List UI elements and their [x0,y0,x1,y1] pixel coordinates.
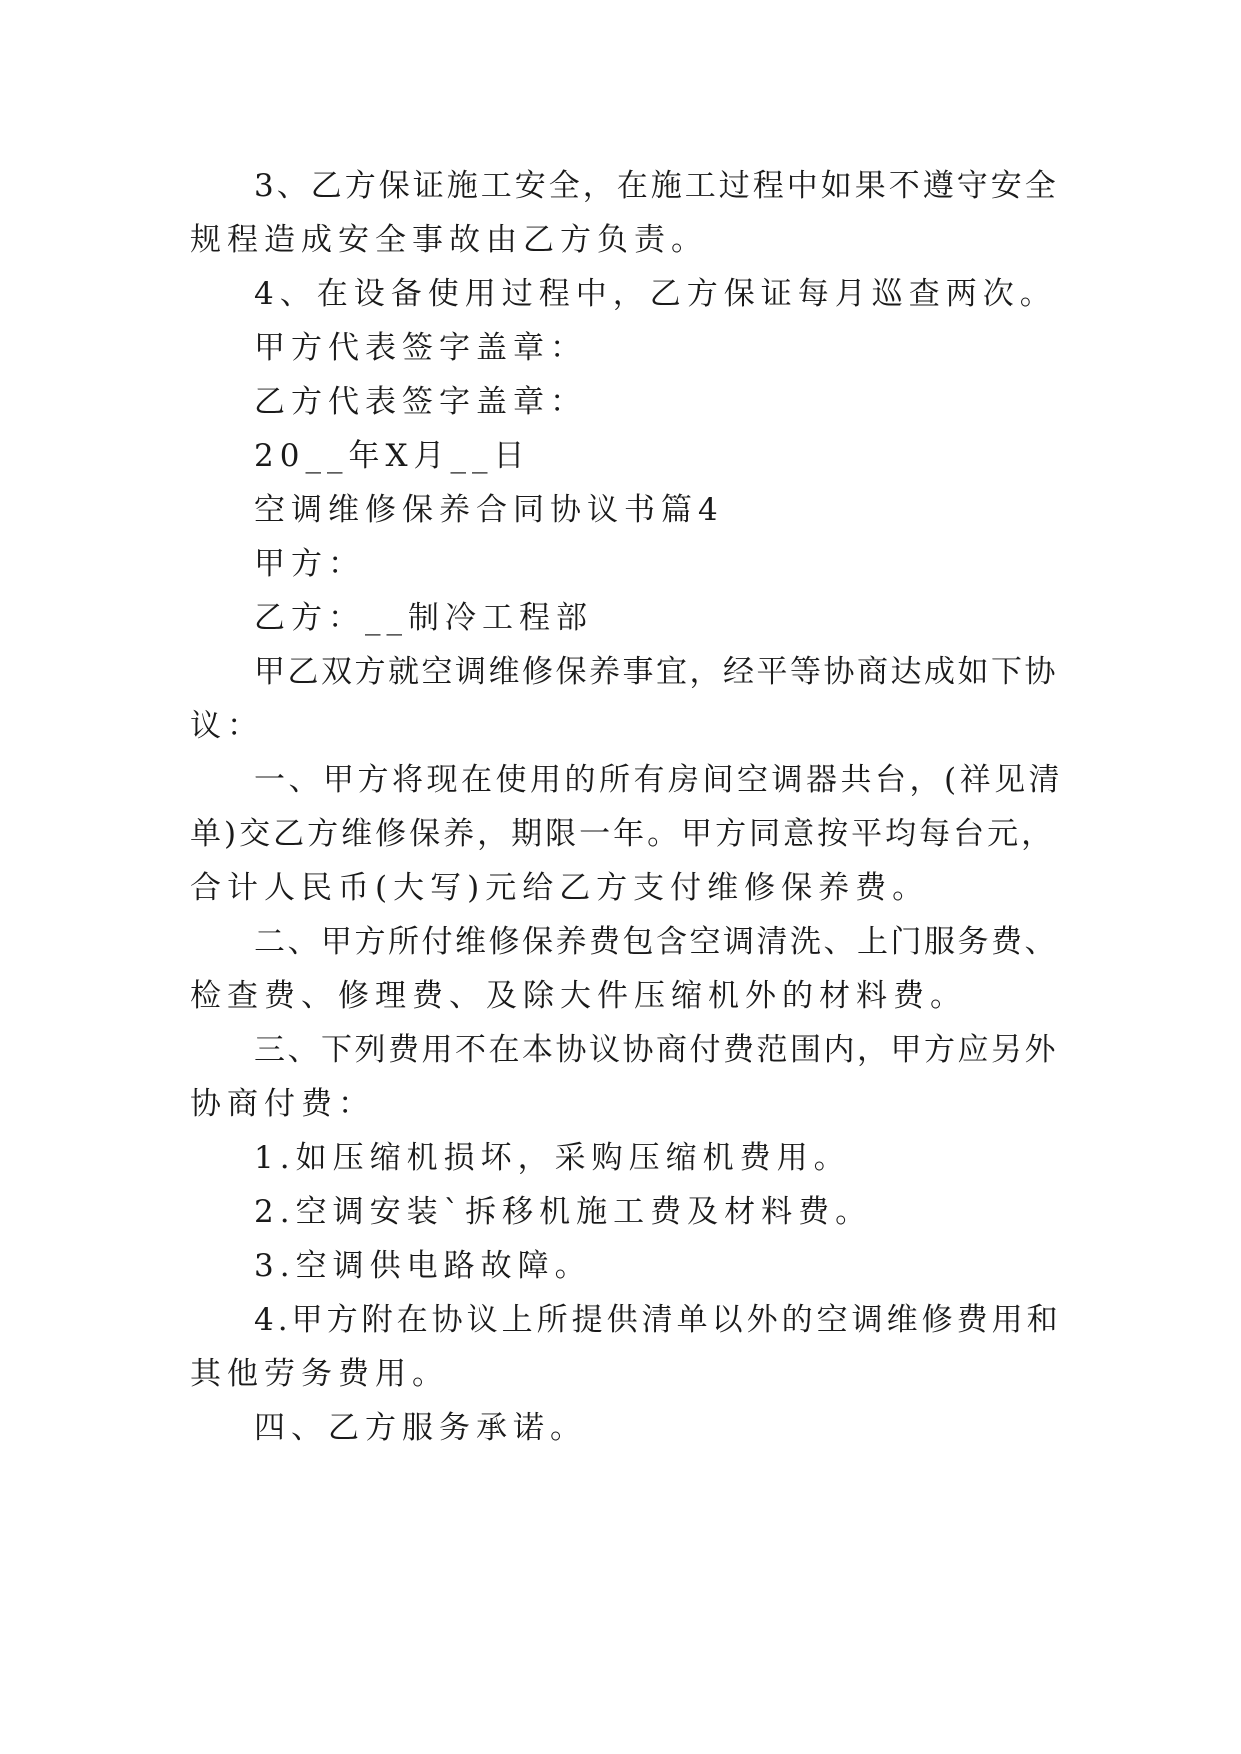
party-b-signature-label: 乙方代表签字盖章： [254,384,587,420]
item-2: 2.空调安装`拆移机施工费及材料费。 [254,1194,873,1230]
article-1-line-2: 单)交乙方维修保养，期限一年。甲方同意按平均每台元， [190,816,1056,852]
article-4-heading: 四、乙方服务承诺。 [254,1410,587,1446]
item-3: 3.空调供电路故障。 [254,1248,592,1284]
article-1-line-3: 合计人民币(大写)元给乙方支付维修保养费。 [190,870,930,906]
party-a-signature-label: 甲方代表签字盖章： [254,330,587,366]
intro-line-1: 甲乙双方就空调维修保养事宜，经平等协商达成如下协 [254,654,1058,690]
section-title: 空调维修保养合同协议书篇4 [254,492,724,528]
article-3-line-2: 协商付费： [190,1086,375,1122]
item-4-line-1: 4.甲方附在协议上所提供清单以外的空调维修费用和 [254,1302,1062,1338]
date-line: 20__年X月__日 [254,438,531,474]
intro-line-2: 议： [190,708,264,744]
clause-4-line: 4、在设备使用过程中，乙方保证每月巡查两次。 [254,276,1057,312]
party-b-label: 乙方：__制冷工程部 [254,600,593,636]
item-4-line-2: 其他劳务费用。 [190,1356,449,1392]
clause-3-line-2: 规程造成安全事故由乙方负责。 [190,222,708,258]
item-1: 1.如压缩机损坏，采购压缩机费用。 [254,1140,851,1176]
clause-3-line-1: 3、乙方保证施工安全，在施工过程中如果不遵守安全 [254,168,1059,204]
party-a-label: 甲方： [254,546,365,582]
article-3-line-1: 三、下列费用不在本协议协商付费范围内，甲方应另外 [254,1032,1058,1068]
article-2-line-1: 二、甲方所付维修保养费包含空调清洗、上门服务费、 [254,924,1058,960]
article-1-line-1: 一、甲方将现在使用的所有房间空调器共台，(祥见清 [254,762,1064,798]
article-2-line-2: 检查费、修理费、及除大件压缩机外的材料费。 [190,978,967,1014]
